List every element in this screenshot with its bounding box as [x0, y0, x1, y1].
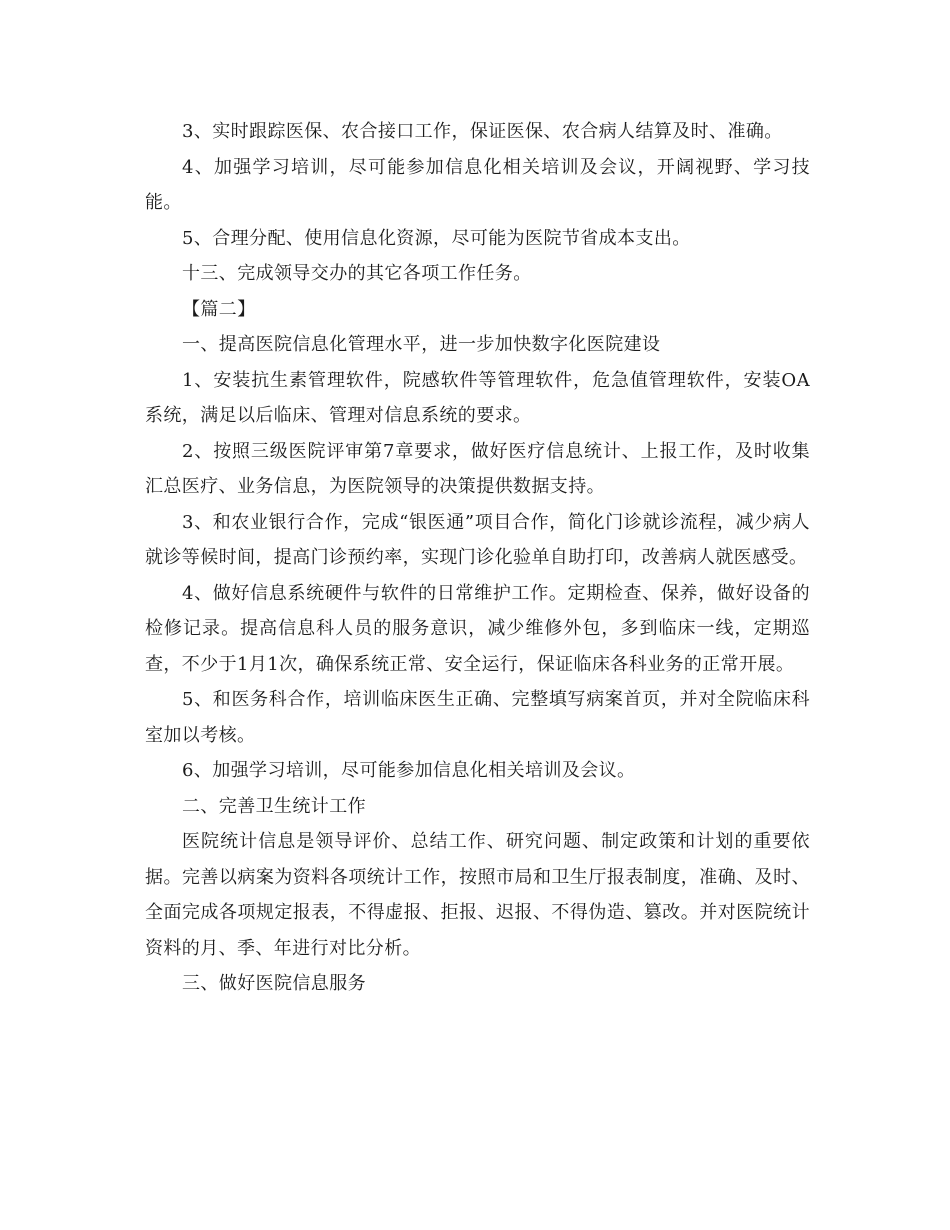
section-heading-3: 三、做好医院信息服务 [182, 973, 366, 994]
paragraph-item-5b: 5、和医务科合作，培训临床医生正确、完整填写病案首页，并对全院临床科室加以考核。 [145, 689, 810, 746]
paragraph-item-2: 2、按照三级医院评审第7章要求，做好医疗信息统计、上报工作，及时收集汇总医疗、业务信息，为医院领导的决策提供数据支持。 [145, 440, 810, 497]
paragraph-item-3: 3、实时跟踪医保、农合接口工作，保证医保、农合病人结算及时、准确。 [182, 121, 783, 142]
paragraph-item-3b: 3、和农业银行合作，完成“银医通”项目合作，简化门诊就诊流程，减少病人就诊等候时间，提高门诊预约率，实现门诊化验单自助打印，改善病人就医感受。 [145, 511, 810, 568]
section-heading-2: 二、完善卫生统计工作 [182, 795, 366, 817]
section-heading-13: 十三、完成领导交办的其它各项工作任务。 [182, 263, 532, 284]
paragraph-statistics: 医院统计信息是领导评价、总结工作、研究问题、制定政策和计划的重要依据。完善以病案为资料各项统计工作，按照市局和卫生厅报表制度，准确、及时、全面完成各项规定报表，不得虚报、拒报、迟报、不得伪造、篡改。并对医院统计资料的月、季、年进行对比分析。 [145, 831, 810, 959]
paragraph-item-4: 4、加强学习培训，尽可能参加信息化相关培训及会议，开阔视野、学习技能。 [145, 156, 810, 213]
paragraph-item-6: 6、加强学习培训，尽可能参加信息化相关培训及会议。 [182, 760, 636, 781]
document-body [145, 114, 810, 1002]
paragraph-item-1: 1、安装抗生素管理软件，院感软件等管理软件，危急值管理软件，安装OA系统，满足以后临床、管理对信息系统的要求。 [145, 369, 810, 426]
paragraph-item-5: 5、合理分配、使用信息化资源，尽可能为医院节省成本支出。 [182, 227, 691, 249]
paragraph-item-4b: 4、做好信息系统硬件与软件的日常维护工作。定期检查、保养，做好设备的检修记录。提高信息科人员的服务意识，减少维修外包，多到临床一线，定期巡查，不少于1月1次，确保系统正常、安全运行，保证临床各科业务的正常开展。 [145, 582, 810, 675]
part-heading-2: 【篇二】 [182, 298, 256, 320]
section-heading-1: 一、提高医院信息化管理水平，进一步加快数字化医院建设 [182, 334, 661, 355]
